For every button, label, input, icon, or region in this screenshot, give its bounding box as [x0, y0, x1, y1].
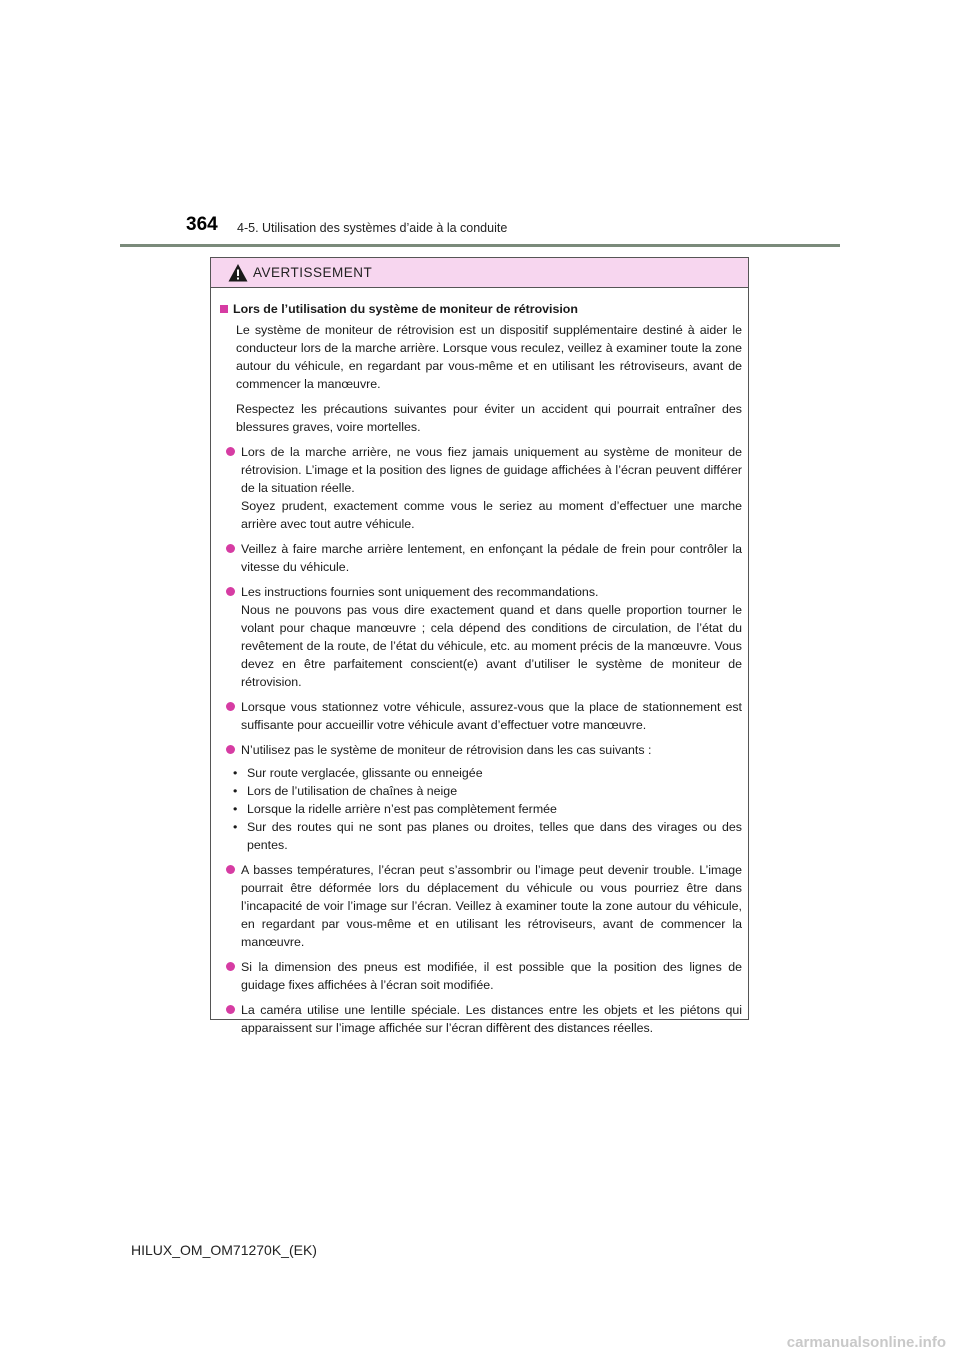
- small-bullet-icon: •: [233, 820, 238, 834]
- header-divider: [120, 244, 840, 247]
- warning-body: [211, 288, 748, 1037]
- bullet-line: N’utilisez pas le système de moniteur de rétrovision dans les cas suivants :: [241, 743, 652, 757]
- small-bullet-icon: •: [233, 802, 238, 816]
- bullet-line: La caméra utilise une lentille spéciale. Les distances entre les objets et les piétons qui apparaissent sur l’image affichée sur l’écran diffèrent des distances réelles.: [241, 1003, 742, 1035]
- sub-list-item: [233, 764, 742, 782]
- warning-heading: Lors de l’utilisation du système de moniteur de rétrovision: [233, 302, 578, 316]
- sub-item-text: Lorsque la ridelle arrière n’est pas complètement fermée: [247, 802, 557, 816]
- bullet-line: A basses températures, l’écran peut s’assombrir ou l’image peut devenir trouble. L’image pourrait être déformée lors du déplacement du véhicule ou vous pourriez être dans l’incapacité de voir l’image sur l’écran. Veillez à examiner toute la zone autour du véhicule, en regardant par vous-même et en utilisant les rétroviseurs, avant de commencer la manœuvre.: [241, 863, 742, 949]
- round-bullet-icon: [226, 544, 235, 553]
- bullet-item: [218, 698, 742, 734]
- sub-item-text: Sur route verglacée, glissante ou enneigée: [247, 766, 483, 780]
- watermark: carmanualsonline.info: [786, 1334, 946, 1351]
- round-bullet-icon: [226, 702, 235, 711]
- bullet-text: [241, 443, 742, 533]
- page-number: 364: [186, 214, 218, 235]
- bullet-text: [233, 741, 742, 854]
- document-code: HILUX_OM_OM71270K_(EK): [131, 1242, 317, 1258]
- sub-list-item: [233, 782, 742, 800]
- bullet-item: [218, 861, 742, 951]
- warning-header: [211, 258, 748, 288]
- bullet-text: [241, 958, 742, 994]
- sub-item-text: Sur des routes qui ne sont pas planes ou droites, telles que dans des virages ou des pentes.: [247, 820, 742, 852]
- round-bullet-icon: [226, 1005, 235, 1014]
- bullet-line: Lorsque vous stationnez votre véhicule, assurez-vous que la place de stationnement est suffisante pour accueillir votre véhicule avant d’effectuer votre manœuvre.: [241, 700, 742, 732]
- sub-list: [233, 764, 742, 854]
- bullet-item: [218, 958, 742, 994]
- bullet-text: [241, 583, 742, 691]
- round-bullet-icon: [226, 447, 235, 456]
- bullet-text: [241, 540, 742, 576]
- bullet-line: Les instructions fournies sont uniquement des recommandations.: [241, 585, 599, 599]
- bullet-item: [218, 540, 742, 576]
- square-bullet-icon: [220, 305, 228, 313]
- bullet-text: [241, 861, 742, 951]
- round-bullet-icon: [226, 865, 235, 874]
- intro-paragraph: Respectez les précautions suivantes pour éviter un accident qui pourrait entraîner des blessures graves, voire mortelles.: [236, 402, 742, 434]
- bullet-line: Nous ne pouvons pas vous dire exactement quand et dans quelle proportion tourner le volant pour chaque manœuvre ; cela dépend des conditions de circulation, de l’état du revêtement de la route, de l’état du véhicule, etc. au moment précis de la manœuvre. Vous devez en être parfaitement conscient(e) avant d’utiliser le système de moniteur de rétrovision.: [241, 603, 742, 689]
- round-bullet-icon: [226, 587, 235, 596]
- warning-box: [210, 257, 749, 1035]
- bullet-line: Veillez à faire marche arrière lentement, en enfonçant la pédale de frein pour contrôler la vitesse du véhicule.: [241, 542, 742, 574]
- bullet-text: [241, 698, 742, 734]
- round-bullet-icon: [226, 745, 235, 754]
- section-title: 4-5. Utilisation des systèmes d’aide à la conduite: [237, 221, 508, 235]
- bullet-line: Lors de la marche arrière, ne vous fiez jamais uniquement au système de moniteur de rétrovision. L’image et la position des lignes de guidage affichées à l’écran peuvent différer de la situation réelle.: [241, 445, 742, 495]
- warning-triangle-icon: [228, 263, 248, 283]
- bullet-list: [218, 443, 742, 1037]
- round-bullet-icon: [226, 962, 235, 971]
- bullet-item: [218, 1001, 742, 1037]
- bullet-item: [218, 583, 742, 691]
- warning-heading-row: [218, 300, 742, 318]
- bullet-line: Si la dimension des pneus est modifiée, il est possible que la position des lignes de guidage fixes affichées à l’écran soit modifiée.: [241, 960, 742, 992]
- sub-list-item: [233, 800, 742, 818]
- intro-paragraphs: [218, 321, 742, 436]
- sub-list-item: [233, 818, 742, 854]
- sub-item-text: Lors de l’utilisation de chaînes à neige: [247, 784, 458, 798]
- intro-paragraph: Le système de moniteur de rétrovision est un dispositif supplémentaire destiné à aider le conducteur lors de la marche arrière. Lorsque vous reculez, veillez à examiner toute la zone autour du véhicule, en regardant par vous-même et en utilisant les rétroviseurs, avant de commencer la manœuvre.: [236, 323, 742, 391]
- bullet-line: Soyez prudent, exactement comme vous le seriez au moment d’effectuer une marche arrière avec tout autre véhicule.: [241, 499, 742, 531]
- small-bullet-icon: •: [233, 766, 238, 780]
- small-bullet-icon: •: [233, 784, 238, 798]
- bullet-text: [241, 1001, 742, 1037]
- bullet-item: [218, 741, 742, 854]
- bullet-item: [218, 443, 742, 533]
- warning-title: AVERTISSEMENT: [253, 265, 373, 280]
